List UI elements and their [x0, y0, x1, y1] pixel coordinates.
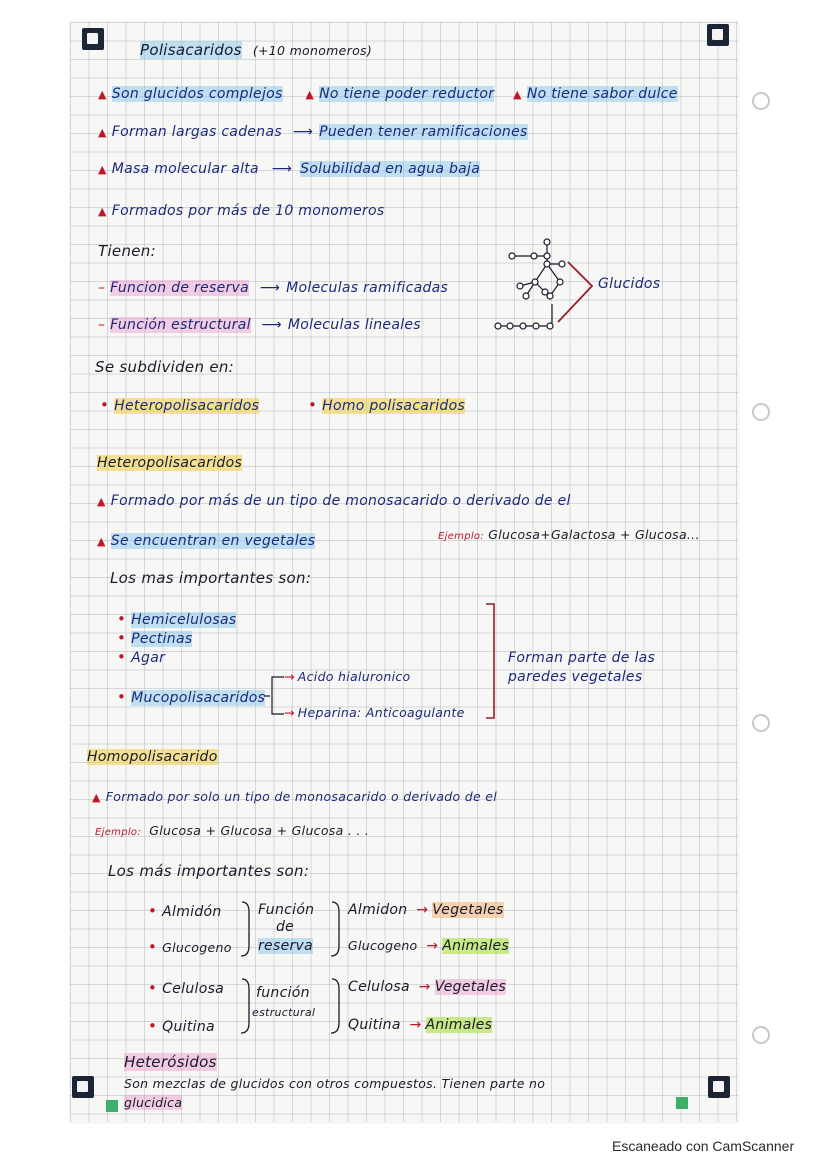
binder-ring-2 [752, 403, 770, 421]
origin-src: Animales [442, 938, 510, 954]
corner-marker-bottom-left [72, 1076, 94, 1098]
triangle-bullet-icon: ▲ [98, 126, 107, 139]
triangle-bullet-icon: ▲ [92, 791, 101, 804]
homo-p1 [92, 789, 497, 805]
hetero-item-3 [117, 648, 165, 666]
corner-marker-bottom-right [708, 1076, 730, 1098]
origin-src: Animales [425, 1017, 493, 1033]
homo-p1-text: Formado por solo un tipo de monosacarido o derivado de el [105, 789, 498, 804]
intro-p1a: Son glucidos complejos [111, 86, 283, 102]
homo-item-label: Quitina [162, 1019, 215, 1035]
hetero-example-text: Glucosa+Galactosa + Glucosa... [488, 527, 700, 542]
arrow-icon: → [416, 902, 429, 918]
tienen-r1b: Moleculas ramificadas [286, 280, 449, 296]
homo-item-2 [148, 938, 232, 956]
triangle-bullet-icon: ▲ [98, 163, 107, 176]
intro-line-2 [98, 124, 528, 140]
homo-item-label: Almidón [162, 904, 222, 920]
fn-reserva-2: de [276, 919, 295, 935]
hetero-p2 [97, 533, 315, 549]
hetero-item-label: Pectinas [131, 631, 193, 647]
fn-reserva-3: reserva [258, 938, 313, 954]
hetero-item-label: Agar [131, 650, 166, 666]
homo-item-label: Celulosa [162, 981, 225, 997]
homo-important: Los más importantes son: [108, 862, 310, 880]
origin-row-3 [348, 979, 506, 995]
intro-line-3 [98, 161, 480, 177]
homo-heading: Homopolisacarido [87, 749, 218, 765]
intro-p2b: Pueden tener ramificaciones [319, 124, 528, 140]
homo-example-text: Glucosa + Glucosa + Glucosa . . . [149, 823, 370, 838]
intro-p3b: Solubilidad en agua baja [300, 161, 481, 177]
homo-example [95, 823, 369, 838]
triangle-bullet-icon: ▲ [513, 88, 522, 101]
dot-bullet-icon: • [117, 610, 127, 628]
dot-bullet-icon: • [307, 396, 318, 414]
homo-bracket-right-2 [328, 977, 344, 1035]
hetero-item-label: Hemicelulosas [131, 612, 237, 628]
homo-item-3 [148, 979, 224, 997]
hetero-item-1 [117, 610, 236, 628]
arrow-icon: → [284, 705, 295, 720]
hetero-p1-text: Formado por más de un tipo de monosacarido o derivado de el [110, 493, 571, 509]
tienen-label: Tienen: [98, 242, 156, 260]
page-title: Polisacaridos [140, 41, 242, 59]
green-marker-left [106, 1100, 118, 1112]
subdiv-b: Homo polisacaridos [322, 398, 466, 414]
hetero-p1 [97, 493, 571, 509]
origin-name: Celulosa [348, 979, 410, 995]
intro-p2a: Forman largas cadenas [111, 124, 282, 140]
origin-src: Vegetales [434, 979, 507, 995]
dot-bullet-icon: • [117, 648, 127, 666]
arrow-icon: ⟶ [271, 161, 293, 177]
origin-row-1 [348, 902, 504, 918]
homo-bracket-right-1 [328, 900, 344, 958]
subdiv-a: Heteropolisacaridos [114, 398, 260, 414]
glucidos-label: Glucidos [598, 276, 661, 292]
dash: – [98, 280, 111, 296]
binder-ring-4 [752, 1026, 770, 1044]
arrow-icon: → [409, 1017, 422, 1033]
homo-item-4 [148, 1017, 215, 1035]
muco-sub-2 [284, 705, 465, 720]
hetero-example-label: Ejemplo: [438, 531, 485, 542]
homo-example-label: Ejemplo: [95, 827, 142, 838]
intro-p1c: No tiene sabor dulce [526, 86, 678, 102]
homo-item-label: Glucogeno [162, 940, 232, 955]
hetero-important: Los mas importantes son: [110, 569, 312, 587]
dash: – [98, 317, 111, 333]
dot-bullet-icon: • [148, 938, 158, 956]
triangle-bullet-icon: ▲ [98, 88, 107, 101]
fn-reserva-1: Función [258, 902, 315, 918]
hetero-bracket [484, 602, 498, 720]
hetero-item-4 [117, 688, 265, 706]
tienen-r1a: Funcion de reserva [110, 280, 250, 296]
homo-bracket-reserva [238, 900, 254, 958]
muco-sub-1-text: Acido hialuronico [297, 669, 411, 684]
subdiv-row [100, 396, 465, 414]
fn-estr-1: función [256, 985, 310, 1001]
origin-src: Vegetales [432, 902, 504, 918]
page-title-note: (+10 monomeros) [252, 43, 373, 58]
tienen-row-1 [98, 280, 448, 296]
hetero-bracket-note-2: paredes vegetales [508, 669, 643, 685]
molecule-sketch [490, 234, 600, 334]
dot-bullet-icon: • [148, 902, 158, 920]
hetero-example [438, 527, 700, 542]
tienen-r2a: Función estructural [110, 317, 251, 333]
dot-bullet-icon: • [148, 1017, 158, 1035]
hetero-heading: Heteropolisacaridos [97, 455, 243, 471]
subdiv-label: Se subdividen en: [95, 358, 235, 376]
corner-marker-top-right [707, 24, 729, 46]
page-title-row [140, 41, 372, 59]
hetero-bracket-note-1: Forman parte de las [508, 650, 656, 666]
arrow-icon: → [284, 669, 295, 684]
arrow-icon: ⟶ [261, 317, 282, 333]
triangle-bullet-icon: ▲ [97, 495, 106, 508]
triangle-bullet-icon: ▲ [98, 205, 107, 218]
arrow-icon: → [426, 938, 439, 954]
arrow-icon: → [418, 979, 431, 995]
green-marker-right [676, 1097, 688, 1109]
origin-name: Almidon [348, 902, 408, 918]
arrow-icon: ⟶ [259, 280, 281, 296]
scanner-watermark: Escaneado con CamScanner [612, 1138, 795, 1154]
muco-sub-2-text: Heparina: Anticoagulante [297, 705, 465, 720]
heterosidos-line-1: Son mezclas de glucidos con otros compuestos. Tienen parte no [124, 1076, 546, 1091]
dot-bullet-icon: • [100, 396, 110, 414]
origin-row-2 [348, 938, 509, 954]
corner-marker-top-left [82, 28, 104, 50]
intro-line-1 [98, 86, 678, 102]
hetero-item-label: Mucopolisacaridos [131, 690, 266, 706]
homo-item-1 [148, 902, 222, 920]
hetero-item-2 [117, 629, 192, 647]
intro-p3a: Masa molecular alta [111, 161, 259, 177]
fn-estr-2: estructural [252, 1006, 316, 1019]
dot-bullet-icon: • [117, 688, 127, 706]
binder-ring-1 [752, 92, 770, 110]
intro-line-4 [98, 203, 385, 219]
triangle-bullet-icon: ▲ [305, 88, 315, 101]
origin-name: Glucogeno [348, 938, 418, 953]
intro-p4: Formados por más de 10 monomeros [111, 203, 385, 219]
hetero-p2-text: Se encuentran en vegetales [110, 533, 316, 549]
origin-name: Quitina [348, 1017, 401, 1033]
triangle-bullet-icon: ▲ [97, 535, 106, 548]
intro-p1b: No tiene poder reductor [319, 86, 495, 102]
tienen-r2b: Moleculas lineales [287, 317, 421, 333]
heterosidos-heading: Heterósidos [124, 1053, 217, 1071]
dot-bullet-icon: • [148, 979, 158, 997]
arrow-icon: ⟶ [292, 124, 314, 140]
binder-ring-3 [752, 714, 770, 732]
dot-bullet-icon: • [117, 629, 127, 647]
heterosidos-line-2: glucidica [124, 1095, 183, 1110]
muco-sub-1 [284, 669, 411, 684]
tienen-row-2 [98, 317, 421, 333]
origin-row-4 [348, 1017, 492, 1033]
